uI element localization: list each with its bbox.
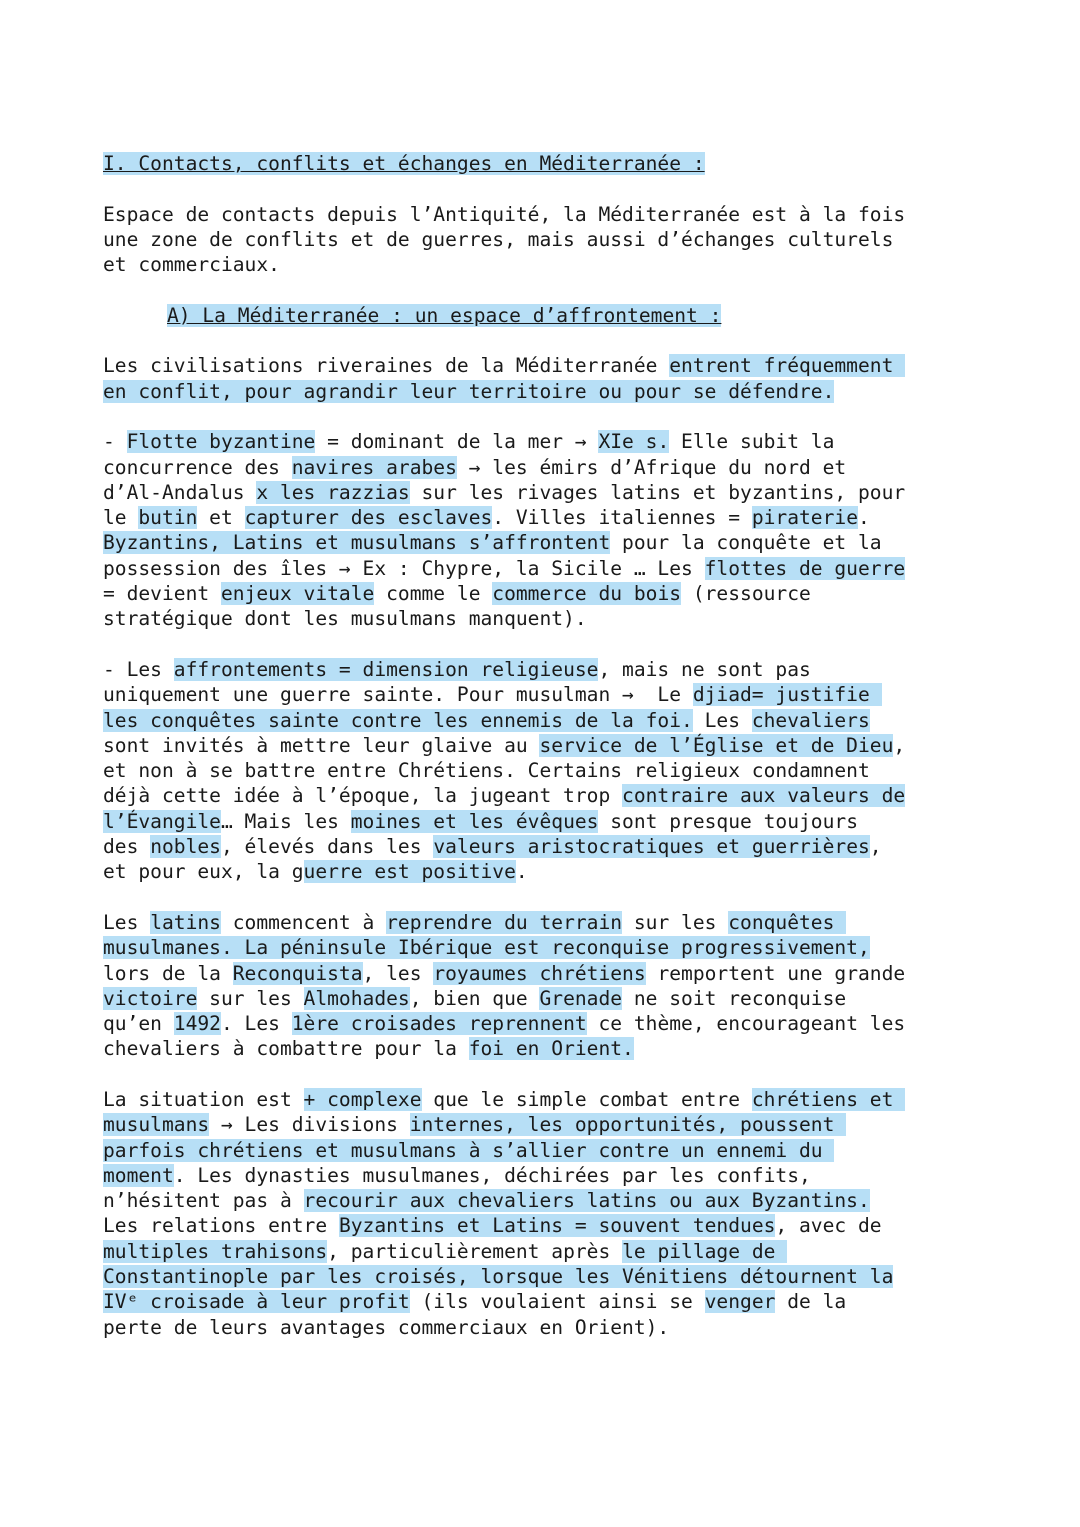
highlight: piraterie	[751, 506, 858, 530]
spacer	[103, 328, 983, 353]
highlight: venger	[704, 1290, 776, 1314]
highlight: l’Évangile	[103, 809, 221, 833]
text-line	[103, 935, 983, 960]
highlight: parfois chrétiens et musulmans à s’allier contre un ennemi du	[103, 1138, 835, 1162]
highlight: 1ère croisades reprennent	[291, 1012, 587, 1036]
section-heading	[103, 151, 983, 176]
highlight: + complexe	[303, 1087, 422, 1111]
highlight: valeurs aristocratiques et guerrières	[433, 835, 870, 859]
text-line: Les latins commencent à reprendre du terrain sur les conquêtes	[103, 910, 847, 934]
highlight: commerce du bois	[492, 582, 682, 606]
text-line: les conquêtes sainte contre les ennemis de la foi. Les chevaliers	[103, 708, 870, 732]
highlight: internes, les opportunités, poussent	[409, 1113, 847, 1137]
highlight: royaumes chrétiens	[433, 961, 646, 985]
highlight: 1492	[173, 1012, 221, 1036]
text-line: Les civilisations riveraines de la Méditerranée entrent fréquemment	[103, 354, 906, 378]
heading-title: I. Contacts, conflits et échanges en Méditerranée :	[103, 152, 705, 175]
text-line: d’Al-Andalus x les razzias sur les rivages latins et byzantins, pour	[103, 480, 906, 504]
highlight: djiad= justifie	[692, 683, 882, 707]
highlight: le pillage de	[622, 1239, 788, 1263]
highlight: Almohades	[303, 986, 410, 1010]
text-line: IVᵉ croisade à leur profit (ils voulaient ainsi se venger de la	[103, 1290, 847, 1314]
text-line: moment. Les dynasties musulmanes, déchirées par les confits,	[103, 1163, 811, 1187]
text-line: possession des îles → Ex : Chypre, la Sicile … Les flottes de guerre	[103, 556, 906, 580]
text-line: concurrence des navires arabes → les émirs d’Afrique du nord et	[103, 455, 847, 479]
highlight: recourir aux chevaliers latins ou aux Byzantins.	[303, 1189, 870, 1213]
highlight: butin	[138, 506, 198, 530]
text-line: victoire sur les Almohades, bien que Grenade ne soit reconquise	[103, 986, 847, 1010]
highlight: en conflit, pour agrandir leur territoire ou pour se défendre.	[103, 379, 835, 403]
text-line: et non à se battre entre Chrétiens. Certains religieux condamnent	[103, 759, 870, 783]
text-line: chevaliers à combattre pour la foi en Orient.	[103, 1037, 634, 1061]
paragraph-4	[103, 910, 983, 1062]
text-line: perte de leurs avantages commerciaux en Orient).	[103, 1315, 670, 1339]
text-line: et pour eux, la guerre est positive.	[103, 860, 528, 884]
highlight: multiples trahisons	[103, 1239, 328, 1263]
highlight: contraire aux valeurs de	[622, 784, 906, 808]
text-line: - Les affrontements = dimension religieuse, mais ne sont pas	[103, 657, 811, 681]
text-line: musulmans → Les divisions internes, les opportunités, poussent	[103, 1113, 847, 1137]
highlight: Flotte byzantine	[126, 430, 316, 454]
highlight: Byzantins, Latins et musulmans s’affrontent	[103, 531, 611, 555]
highlight: IVᵉ croisade à leur profit	[103, 1290, 410, 1314]
highlight: latins	[150, 910, 221, 934]
highlight: affrontements = dimension religieuse	[173, 657, 599, 681]
document-page	[103, 151, 983, 1340]
text-line: Byzantins, Latins et musulmans s’affrontent pour la conquête et la	[103, 531, 882, 555]
text-line: déjà cette idée à l’époque, la jugeant trop contraire aux valeurs de	[103, 784, 906, 808]
highlight: nobles	[150, 835, 221, 859]
text-line: des nobles, élevés dans les valeurs aristocratiques et guerrières,	[103, 835, 882, 859]
highlight: chevaliers	[751, 708, 870, 732]
text-line: La situation est + complexe que le simple combat entre chrétiens et	[103, 1087, 906, 1111]
text-line: Espace de contacts depuis l’Antiquité, la Méditerranée est à la fois	[103, 202, 906, 226]
subsection-heading	[103, 303, 983, 328]
highlight: musulmans	[103, 1113, 210, 1137]
text-line: sont invités à mettre leur glaive au service de l’Église et de Dieu,	[103, 733, 906, 757]
highlight: x les razzias	[256, 480, 410, 504]
text-line: et commerciaux.	[103, 253, 280, 277]
highlight: les conquêtes sainte contre les ennemis de la foi.	[103, 708, 693, 732]
highlight: Byzantins et Latins = souvent tendues	[338, 1214, 776, 1238]
text-line: - Flotte byzantine = dominant de la mer → XIe s. Elle subit la	[103, 430, 835, 454]
highlight: Constantinople par les croisés, lorsque les Vénitiens détournent la	[103, 1265, 894, 1289]
text-line: le butin et capturer des esclaves. Villes italiennes = piraterie.	[103, 506, 870, 530]
highlight: enjeux vitale	[220, 582, 375, 606]
text-line: Les relations entre Byzantins et Latins = souvent tendues, avec de	[103, 1214, 882, 1238]
text-line	[103, 1264, 983, 1289]
text-line: l’Évangile… Mais les moines et les évêques sont presque toujours	[103, 809, 858, 833]
highlight: reprendre du terrain	[386, 910, 623, 934]
text-line: lors de la Reconquista, les royaumes chrétiens remportent une grande	[103, 961, 906, 985]
text-line: n’hésitent pas à recourir aux chevaliers latins ou aux Byzantins.	[103, 1189, 870, 1213]
intro-paragraph	[103, 202, 983, 278]
highlight: moment	[103, 1163, 174, 1187]
highlight: musulmanes. La péninsule Ibérique est reconquise progressivement,	[103, 936, 870, 960]
highlight: uerre est positive	[303, 860, 516, 884]
highlight: navires arabes	[291, 455, 457, 479]
text-line	[103, 1138, 983, 1163]
highlight: XIe s.	[598, 430, 670, 454]
spacer	[103, 176, 983, 201]
text-line: = devient enjeux vitale comme le commerce du bois (ressource	[103, 582, 811, 606]
spacer	[103, 404, 983, 429]
highlight: conquêtes	[728, 910, 847, 934]
paragraph-2	[103, 429, 983, 631]
paragraph-5	[103, 1087, 983, 1340]
text-line: une zone de conflits et de guerres, mais aussi d’échanges culturels	[103, 227, 894, 251]
text-line: multiples trahisons, particulièrement après le pillage de	[103, 1239, 788, 1263]
spacer	[103, 277, 983, 302]
text-line: stratégique dont les musulmans manquent).	[103, 607, 587, 631]
text-line: uniquement une guerre sainte. Pour musulman → Le djiad= justifie	[103, 683, 882, 707]
paragraph-3	[103, 657, 983, 885]
highlight: victoire	[103, 986, 198, 1010]
subheading-title: A) La Méditerranée : un espace d’affrontement :	[167, 303, 722, 327]
text-line: qu’en 1492. Les 1ère croisades reprennent ce thème, encourageant les	[103, 1012, 906, 1036]
highlight: Grenade	[539, 986, 623, 1010]
paragraph-1	[103, 353, 983, 404]
text-line	[103, 379, 983, 404]
highlight: foi en Orient.	[468, 1037, 634, 1061]
highlight: flottes de guerre	[704, 556, 906, 580]
spacer	[103, 1062, 983, 1087]
highlight: moines et les évêques	[350, 809, 599, 833]
highlight: capturer des esclaves	[244, 506, 493, 530]
spacer	[103, 632, 983, 657]
spacer	[103, 885, 983, 910]
highlight: entrent fréquemment	[669, 354, 906, 378]
highlight: service de l’Église et de Dieu	[539, 733, 894, 757]
highlight: chrétiens et	[751, 1087, 906, 1111]
highlight: Reconquista	[232, 961, 363, 985]
